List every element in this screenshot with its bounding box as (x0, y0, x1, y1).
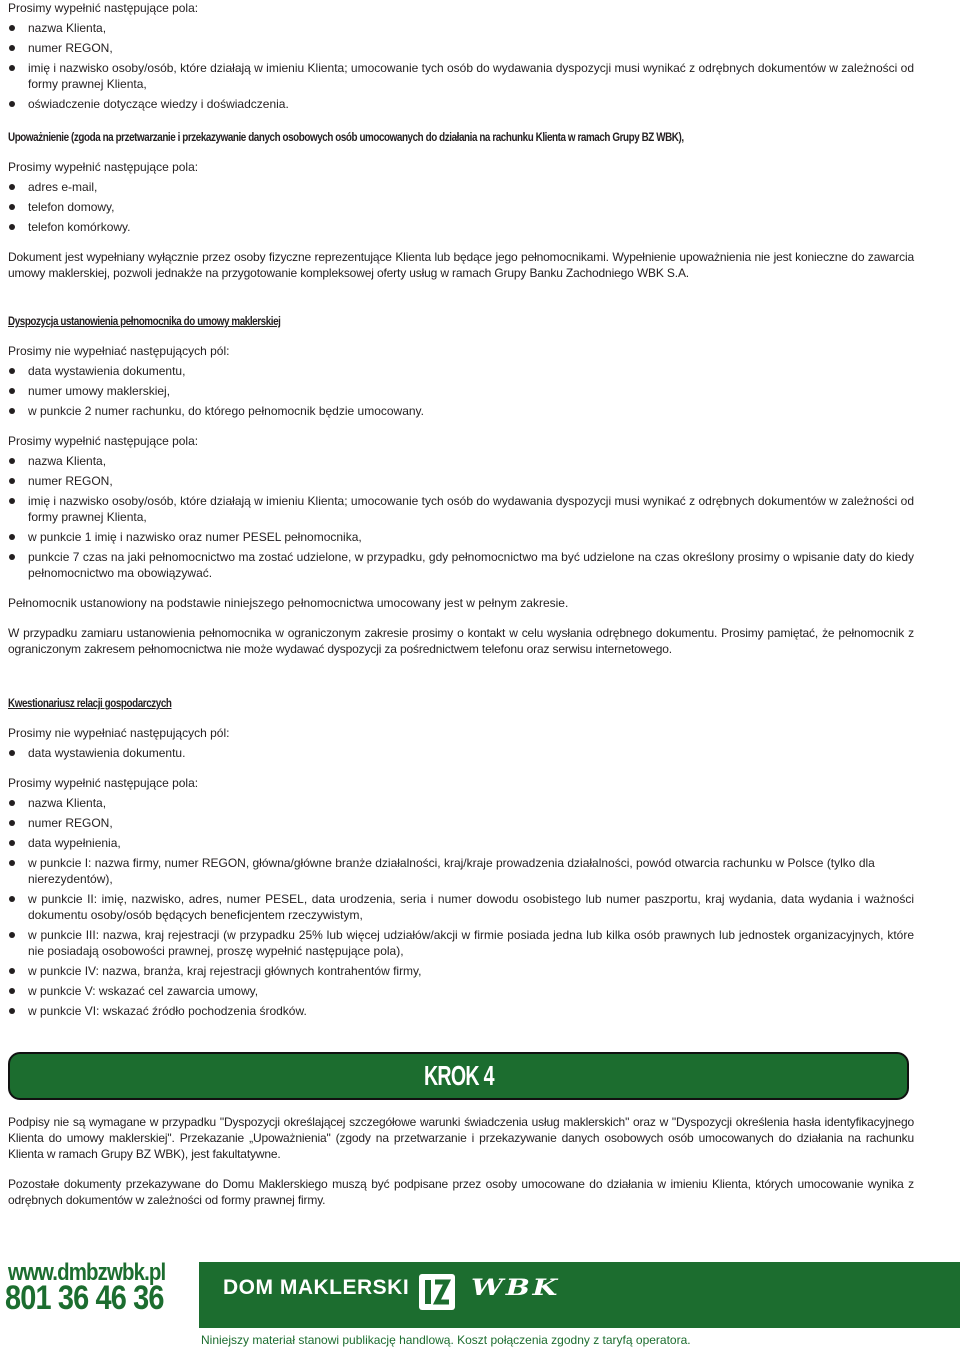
list-item: w punkcie 2 numer rachunku, do którego pełnomocnik będzie umocowany. (8, 403, 914, 419)
step-label: KROK 4 (423, 1060, 494, 1091)
list-item: w punkcie 1 imię i nazwisko oraz numer PESEL pełnomocnika, (8, 529, 914, 545)
list-item: punkcie 7 czas na jaki pełnomocnictwo ma zostać udzielone, w przypadku, gdy pełnomocnictwo ma być udzielone na czas określony prosimy o wpisanie daty do kiedy pełnomocnictwo ma obowiązywać. (8, 549, 914, 581)
list-item: numer REGON, (8, 40, 914, 56)
fill-intro: Prosimy wypełnić następujące pola: (8, 434, 199, 448)
upowaznienie-list (8, 179, 914, 235)
kwestionariusz-yes-list (8, 795, 914, 1019)
fill-intro: Prosimy wypełnić następujące pola: (8, 1, 199, 15)
list-item: data wypełnienia, (8, 835, 914, 851)
section-heading: Dyspozycja ustanowienia pełnomocnika do umowy maklerskiej (8, 314, 281, 328)
brand-name: DOM MAKLERSKI (223, 1276, 410, 1299)
list-item: w punkcie I: nazwa firmy, numer REGON, główna/główne branże działalności, kraj/kraje prowadzenia działalności, powód otwarcia rachunku w Polsce (tylko dla nierezydentów), (8, 855, 914, 887)
step-text (8, 1114, 914, 1208)
list-item: nazwa Klienta, (8, 20, 914, 36)
kwestionariusz-no-list (8, 745, 914, 761)
top-list (8, 20, 914, 112)
paragraph: Dokument jest wypełniany wyłącznie przez osoby fizyczne reprezentujące Klienta lub będące jego pełnomocnikami. Wypełnienie upoważnienia nie jest konieczne do zawarcia umowy maklerskiej, pozwoli jednakże na przygotowanie kompleksowej oferty usług w ramach Grupy Banku Zachodniego WBK S.A. (8, 250, 914, 280)
list-item: nazwa Klienta, (8, 795, 914, 811)
list-item: w punkcie III: nazwa, kraj rejestracji (w przypadku 25% lub więcej udziałów/akcji w firmie posiada jedna lub kilka osób prawnych lub jednostek organizacyjnych, które nie posiadają osobowości prawnej, proszę wypełnić następujące pola), (8, 927, 914, 959)
list-item: data wystawienia dokumentu, (8, 363, 914, 379)
no-fill-intro: Prosimy nie wypełniać następujących pól: (8, 344, 230, 358)
fill-intro: Prosimy wypełnić następujące pola: (8, 160, 199, 174)
dyspozycja-no-list (8, 363, 914, 419)
brand-bar (199, 1262, 960, 1328)
paragraph: W przypadku zamiaru ustanowienia pełnomocnika w ograniczonym zakresie prosimy o kontakt w celu wysłania odrębnego dokumentu. Prosimy pamiętać, że pełnomocnik z ograniczonym zakresem pełnomocnictwa nie może wydawać dyspozycji za pośrednictwem telefonu oraz serwisu internetowego. (8, 626, 914, 656)
paragraph: Pełnomocnik ustanowiony na podstawie niniejszego pełnomocnictwa umocowany jest w pełnym zakresie. (8, 596, 569, 610)
section-heading: Kwestionariusz relacji gospodarczych (8, 696, 172, 710)
bz-logo-icon (417, 1272, 457, 1312)
section-heading: Upoważnienie (zgoda na przetwarzanie i przekazywanie danych osobowych osób umocowanych do działania na rachunku Klienta w ramach Grupy BZ WBK), (8, 130, 684, 144)
list-item: w punkcie V: wskazać cel zawarcia umowy, (8, 983, 914, 999)
list-item: oświadczenie dotyczące wiedzy i doświadczenia. (8, 96, 914, 112)
list-item: data wystawienia dokumentu. (8, 745, 914, 761)
paragraph: Pozostałe dokumenty przekazywane do Domu Maklerskiego muszą być podpisane przez osoby umocowane do działania w imieniu Klienta, których umocowanie wynika z odrębnych dokumentów w zależności od formy prawnej firmy. (8, 1177, 914, 1207)
list-item: numer REGON, (8, 473, 914, 489)
fill-intro: Prosimy wypełnić następujące pola: (8, 776, 199, 790)
wbk-logo-icon: WBK (471, 1275, 560, 1301)
list-item: w punkcie VI: wskazać źródło pochodzenia środków. (8, 1003, 914, 1019)
no-fill-intro: Prosimy nie wypełniać następujących pól: (8, 726, 230, 740)
list-item: adres e-mail, (8, 179, 914, 195)
phone-number: 801 36 46 36 (5, 1279, 164, 1317)
document-body (8, 0, 914, 1019)
list-item: telefon komórkowy. (8, 219, 914, 235)
step-banner (8, 1052, 909, 1100)
website-link[interactable]: www.dmbzwbk.pl (8, 1259, 166, 1286)
dyspozycja-yes-list (8, 453, 914, 581)
list-item: imię i nazwisko osoby/osób, które działają w imieniu Klienta; umocowanie tych osób do wydawania dyspozycji musi wynikać z odrębnych dokumentów w zależności od formy prawnej Klienta, (8, 493, 914, 525)
list-item: numer REGON, (8, 815, 914, 831)
list-item: numer umowy maklerskiej, (8, 383, 914, 399)
list-item: w punkcie II: imię, nazwisko, adres, numer PESEL, data urodzenia, seria i numer dowodu osobistego lub numer paszportu, kraj wydania, data wydania i ważności dokumentu osoby/osób będących beneficjentem rzeczywistym, (8, 891, 914, 923)
list-item: nazwa Klienta, (8, 453, 914, 469)
paragraph: Podpisy nie są wymagane w przypadku "Dyspozycji określającej szczegółowe warunki świadczenia usług maklerskich" oraz w "Dyspozycji określenia hasła identyfikacyjnego Klienta do umowy maklerskiej". Przekazanie „Upoważnienia" (zgody na przetwarzanie i przekazywanie danych osobowych osób umocowanych do działania na rachunku Klienta w ramach Grupy BZ WBK), jest fakultatywne. (8, 1115, 914, 1161)
list-item: imię i nazwisko osoby/osób, które działają w imieniu Klienta; umocowanie tych osób do wydawania dyspozycji musi wynikać z odrębnych dokumentów w zależności od formy prawnej Klienta, (8, 60, 914, 92)
list-item: w punkcie IV: nazwa, branża, kraj rejestracji głównych kontrahentów firmy, (8, 963, 914, 979)
disclaimer: Niniejszy materiał stanowi publikację handlową. Koszt połączenia zgodny z taryfą operatora. (201, 1333, 691, 1347)
list-item: telefon domowy, (8, 199, 914, 215)
